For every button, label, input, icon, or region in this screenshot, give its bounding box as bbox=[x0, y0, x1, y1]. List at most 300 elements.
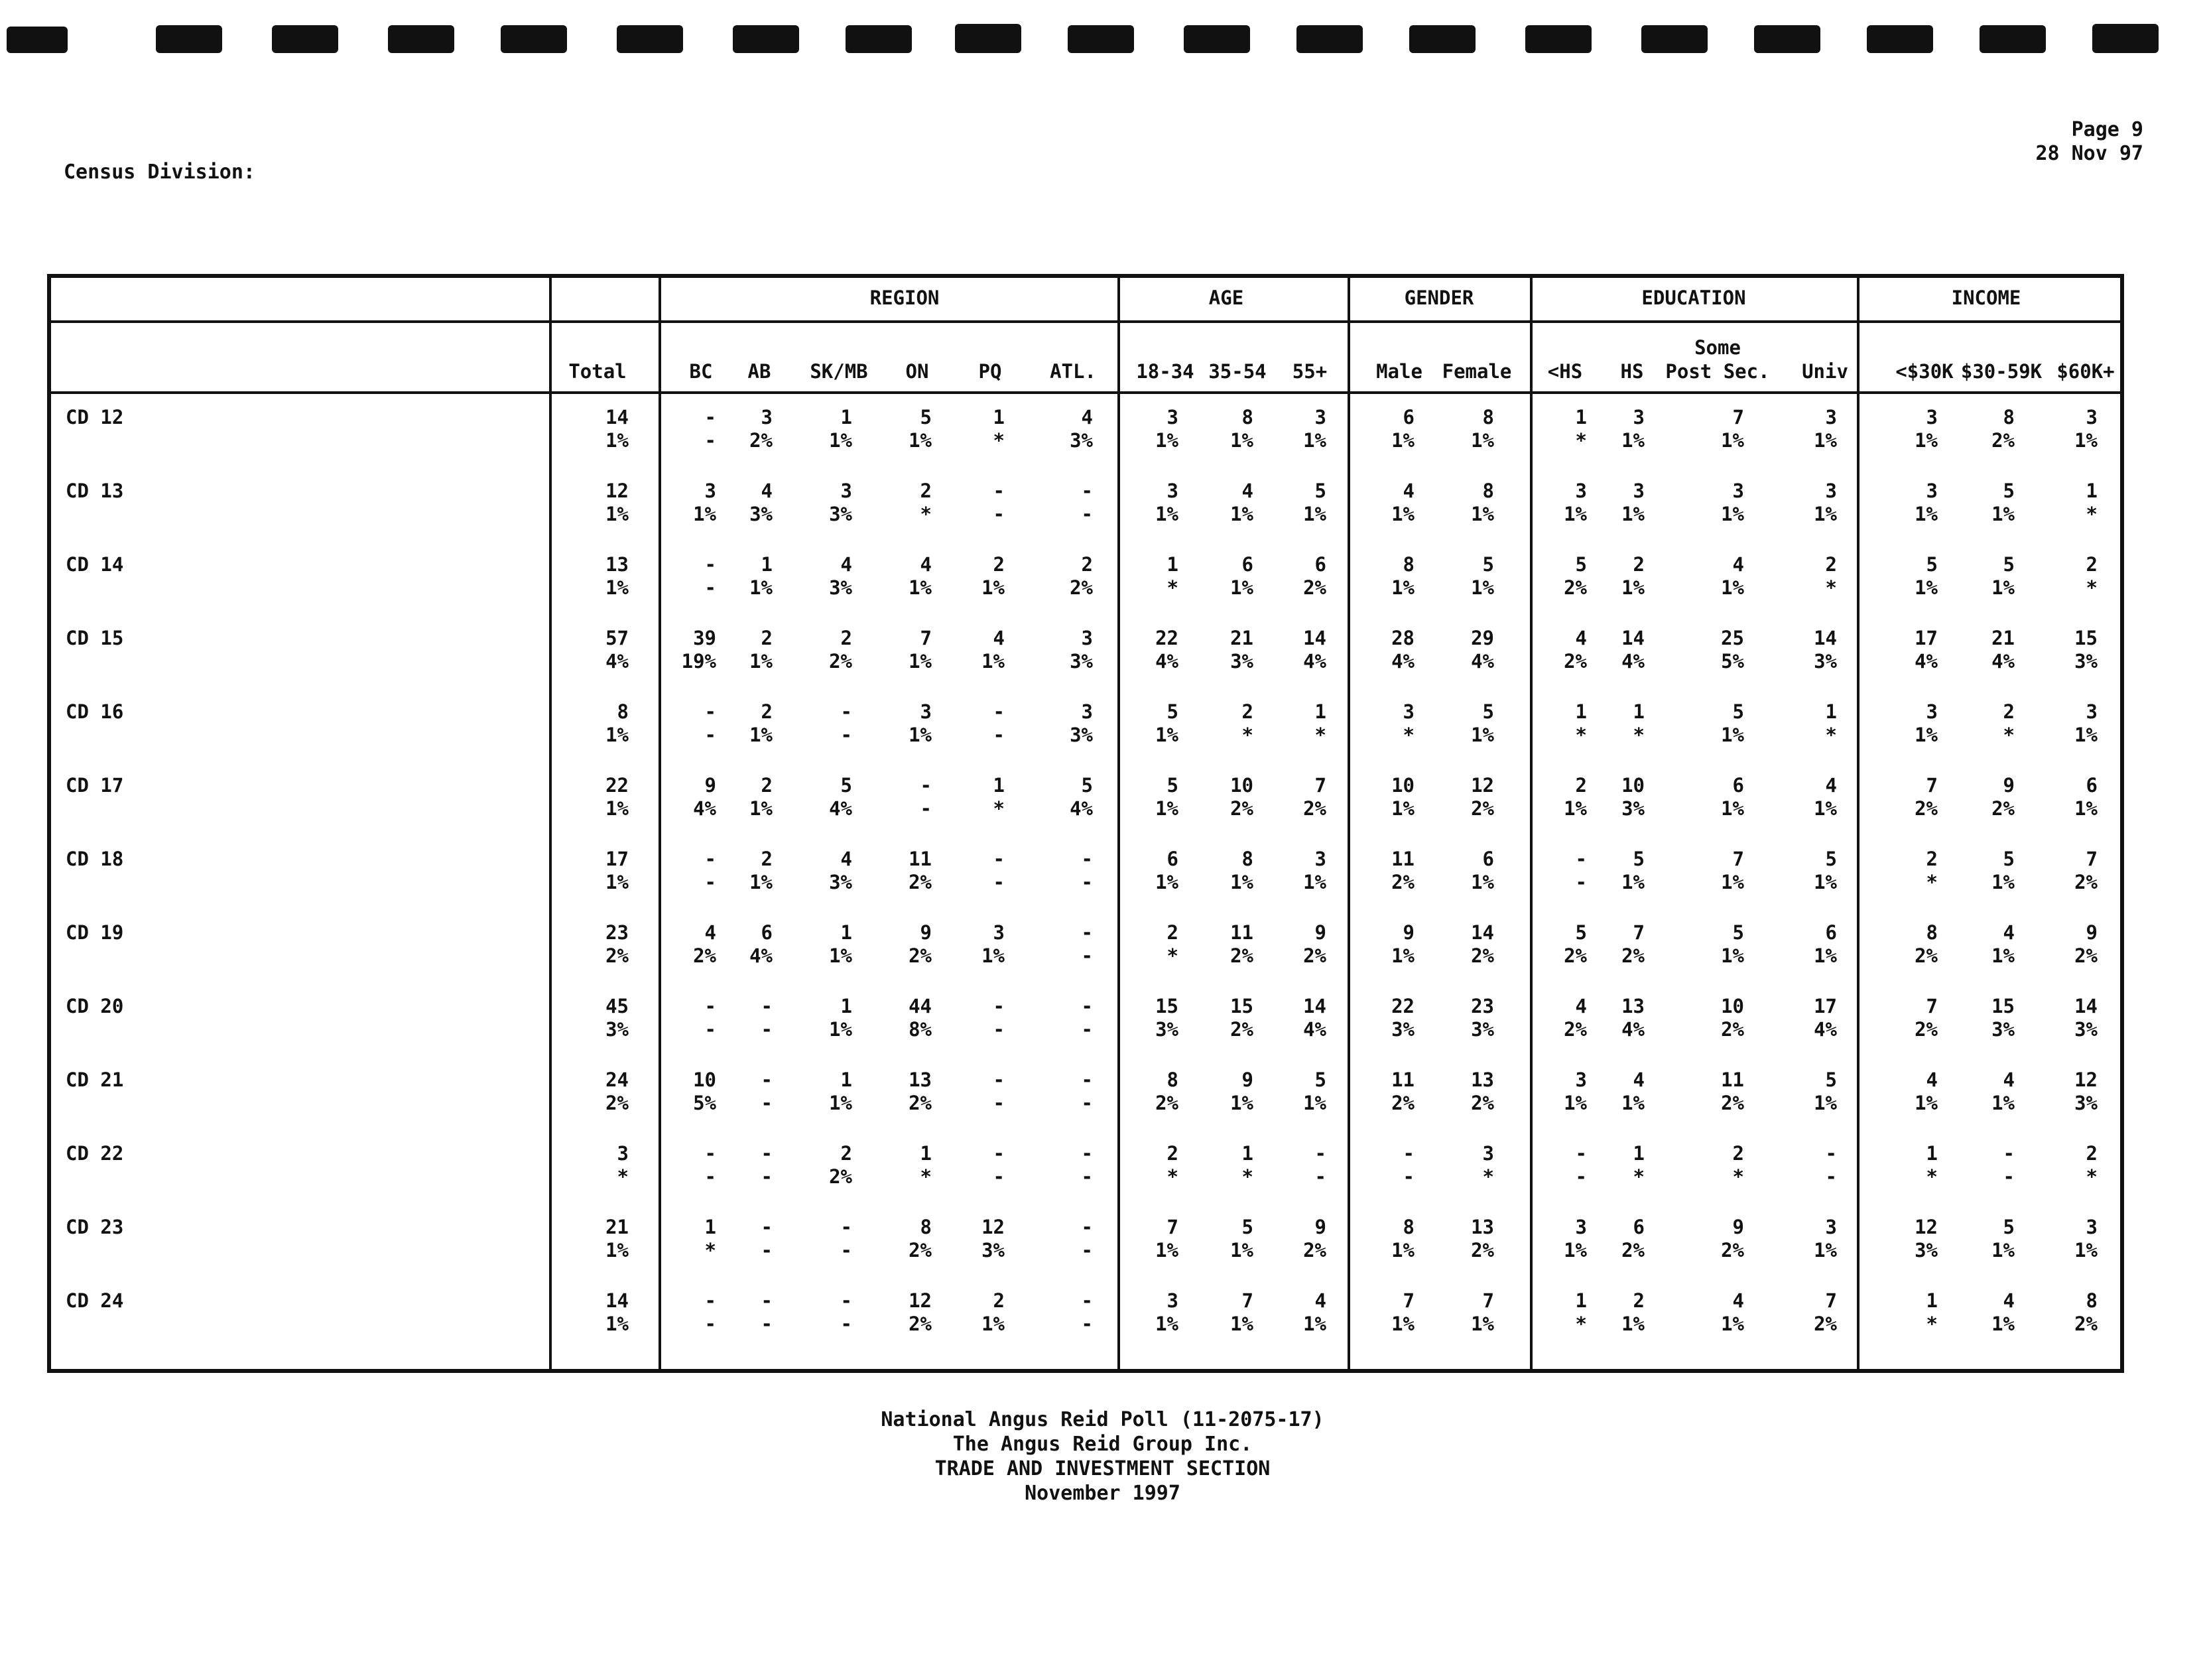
cell-percent: 2% bbox=[1471, 797, 1494, 820]
report-footer bbox=[0, 1407, 2205, 1506]
cell-count: 5 bbox=[1482, 700, 1494, 723]
cell-percent: 3% bbox=[2074, 650, 2098, 673]
cell-count: 7 bbox=[1926, 774, 1938, 797]
cell-count: 6 bbox=[1241, 553, 1253, 576]
cell-count: - bbox=[761, 1142, 773, 1165]
cell-count: 3 bbox=[1825, 1216, 1837, 1238]
cell-count: 1 bbox=[1825, 700, 1837, 723]
cell-count: 8 bbox=[617, 700, 629, 723]
cell-percent: 1% bbox=[1303, 1092, 1326, 1114]
cell-percent: 1% bbox=[1621, 576, 1645, 599]
header-bottom-rule bbox=[47, 391, 2124, 394]
cell-count: 14 bbox=[605, 406, 629, 428]
cell-percent: 2% bbox=[1991, 797, 2015, 820]
cell-percent: 4% bbox=[1303, 650, 1326, 673]
cell-percent: 3% bbox=[1991, 1018, 2015, 1041]
cell-percent: 2% bbox=[909, 1092, 932, 1114]
cell-percent: - bbox=[920, 797, 932, 820]
cell-count: 14 bbox=[605, 1289, 629, 1312]
cell-count: 8 bbox=[1403, 1216, 1415, 1238]
row-label: CD 20 bbox=[66, 995, 124, 1017]
cell-percent: 3% bbox=[1070, 724, 1093, 746]
cell-percent: - bbox=[993, 503, 1005, 525]
cell-count: 15 bbox=[1155, 995, 1178, 1017]
cell-count: 2 bbox=[2086, 553, 2098, 576]
row-label: CD 19 bbox=[66, 921, 124, 944]
cell-percent: 1% bbox=[1155, 871, 1178, 893]
cell-count: - bbox=[840, 700, 852, 723]
cell-percent: - bbox=[704, 871, 716, 893]
cell-count: 3 bbox=[1081, 700, 1093, 723]
cell-percent: 3% bbox=[1155, 1018, 1178, 1041]
cell-percent: 1% bbox=[1564, 1239, 1587, 1261]
cell-percent: 1% bbox=[749, 724, 773, 746]
cell-count: 6 bbox=[1166, 848, 1178, 870]
cell-percent: 1% bbox=[1814, 429, 1837, 452]
cell-count: 4 bbox=[1633, 1068, 1645, 1091]
cell-percent: * bbox=[1241, 724, 1253, 746]
cell-percent: 2% bbox=[1991, 429, 2015, 452]
cell-percent: 4% bbox=[1991, 650, 2015, 673]
tractor-feed-perforation-strip bbox=[0, 0, 2205, 73]
cell-percent: * bbox=[1166, 576, 1178, 599]
cell-percent: 1% bbox=[1564, 1092, 1587, 1114]
cell-count: 3 bbox=[2086, 1216, 2098, 1238]
cell-count: 2 bbox=[1166, 921, 1178, 944]
cell-percent: 1% bbox=[981, 1313, 1005, 1335]
cell-count: 2 bbox=[761, 627, 773, 649]
cell-count: 3 bbox=[1081, 627, 1093, 649]
cell-percent: 1% bbox=[829, 1092, 852, 1114]
cell-percent: 8% bbox=[909, 1018, 932, 1041]
cell-count: 14 bbox=[1471, 921, 1494, 944]
cell-percent: 1% bbox=[1991, 1313, 2015, 1335]
cell-count: 3 bbox=[920, 700, 932, 723]
cell-count: 9 bbox=[2086, 921, 2098, 944]
cell-percent: 1% bbox=[1303, 429, 1326, 452]
cell-percent: 4% bbox=[1070, 797, 1093, 820]
footer-poll-name: National Angus Reid Poll (11-2075-17) bbox=[881, 1408, 1324, 1431]
cell-count: 3 bbox=[1403, 700, 1415, 723]
cell-count: 4 bbox=[1241, 480, 1253, 502]
cell-count: 8 bbox=[2003, 406, 2015, 428]
cell-count: 1 bbox=[993, 406, 1005, 428]
cell-count: 5 bbox=[1241, 1216, 1253, 1238]
cell-percent: 1% bbox=[605, 429, 629, 452]
cell-count: 3 bbox=[1732, 480, 1744, 502]
cell-percent: 4% bbox=[1471, 650, 1494, 673]
cell-percent: 1% bbox=[829, 1018, 852, 1041]
cell-count: - bbox=[1081, 921, 1093, 944]
cell-count: 2 bbox=[2086, 1142, 2098, 1165]
cell-percent: 1% bbox=[1391, 944, 1415, 967]
cell-percent: 1% bbox=[605, 724, 629, 746]
cell-percent: * bbox=[2086, 503, 2098, 525]
column-header-some: Some bbox=[1694, 336, 1741, 359]
cell-percent: - bbox=[704, 1018, 716, 1041]
cell-percent: 1% bbox=[1621, 1313, 1645, 1335]
cell-percent: 2% bbox=[1303, 1239, 1326, 1261]
cell-count: 3 bbox=[2086, 406, 2098, 428]
cell-percent: * bbox=[1403, 724, 1415, 746]
footer-date: November 1997 bbox=[1025, 1482, 1180, 1505]
cell-percent: 2% bbox=[1915, 944, 1938, 967]
cell-count: 1 bbox=[1314, 700, 1326, 723]
cell-count: 5 bbox=[1732, 921, 1744, 944]
cell-count: 8 bbox=[2086, 1289, 2098, 1312]
cell-percent: 1% bbox=[1155, 797, 1178, 820]
cell-count: 11 bbox=[1391, 848, 1415, 870]
cell-percent: - bbox=[1081, 1018, 1093, 1041]
cell-percent: 3% bbox=[829, 576, 852, 599]
cell-count: 5 bbox=[1633, 848, 1645, 870]
cell-percent: 3% bbox=[1915, 1239, 1938, 1261]
cell-count: 3 bbox=[1314, 406, 1326, 428]
cell-count: 1 bbox=[1575, 1289, 1587, 1312]
cell-count: 3 bbox=[840, 480, 852, 502]
cell-percent: 2% bbox=[749, 429, 773, 452]
cell-percent: 1% bbox=[605, 576, 629, 599]
cell-count: - bbox=[704, 406, 716, 428]
cell-percent: 1% bbox=[1991, 944, 2015, 967]
cell-percent: 5% bbox=[693, 1092, 716, 1114]
cell-count: 7 bbox=[1732, 848, 1744, 870]
cell-percent: 1% bbox=[605, 1239, 629, 1261]
cell-count: 2 bbox=[1166, 1142, 1178, 1165]
cell-percent: - bbox=[1081, 1313, 1093, 1335]
cell-percent: - bbox=[993, 871, 1005, 893]
cell-count: 13 bbox=[1471, 1068, 1494, 1091]
cell-percent: 1% bbox=[1303, 503, 1326, 525]
cell-count: 3 bbox=[1633, 406, 1645, 428]
cell-percent: - bbox=[1314, 1165, 1326, 1188]
column-header-female: Female bbox=[1442, 360, 1512, 383]
cell-count: - bbox=[993, 848, 1005, 870]
column-header-18-34: 18-34 bbox=[1136, 360, 1194, 383]
cell-percent: 19% bbox=[681, 650, 716, 673]
column-header--hs: <HS bbox=[1547, 360, 1583, 383]
cell-percent: * bbox=[1166, 1165, 1178, 1188]
cell-count: 14 bbox=[2074, 995, 2098, 1017]
cell-percent: 1% bbox=[1230, 1313, 1253, 1335]
cell-percent: 2% bbox=[1471, 1239, 1494, 1261]
column-header-atl-: ATL. bbox=[1050, 360, 1096, 383]
cell-count: - bbox=[1575, 848, 1587, 870]
cell-percent: 1% bbox=[1471, 503, 1494, 525]
cell-percent: 3% bbox=[829, 871, 852, 893]
cell-count: 2 bbox=[1081, 553, 1093, 576]
cell-percent: - bbox=[840, 1239, 852, 1261]
cell-count: 15 bbox=[1991, 995, 2015, 1017]
cell-percent: 3% bbox=[749, 503, 773, 525]
cell-count: 45 bbox=[605, 995, 629, 1017]
cell-percent: * bbox=[1825, 576, 1837, 599]
cell-percent: 1% bbox=[1814, 871, 1837, 893]
cell-percent: 1% bbox=[829, 429, 852, 452]
cell-count: - bbox=[704, 700, 716, 723]
cell-count: 12 bbox=[981, 1216, 1005, 1238]
cell-percent: 4% bbox=[1814, 1018, 1837, 1041]
cell-count: 1 bbox=[1926, 1142, 1938, 1165]
cell-count: 2 bbox=[1825, 553, 1837, 576]
cell-percent: 1% bbox=[749, 650, 773, 673]
cell-count: 5 bbox=[1575, 921, 1587, 944]
cell-count: 2 bbox=[761, 700, 773, 723]
cell-percent: 1% bbox=[1391, 576, 1415, 599]
cell-count: 13 bbox=[909, 1068, 932, 1091]
cell-count: - bbox=[1314, 1142, 1326, 1165]
cell-percent: 1% bbox=[1564, 797, 1587, 820]
cell-count: 3 bbox=[993, 921, 1005, 944]
cell-count: 5 bbox=[1314, 1068, 1326, 1091]
cell-percent: 3% bbox=[1814, 650, 1837, 673]
row-label: CD 16 bbox=[66, 700, 124, 723]
cell-count: - bbox=[704, 848, 716, 870]
cell-count: 1 bbox=[1633, 700, 1645, 723]
cell-count: 13 bbox=[1621, 995, 1645, 1017]
cell-count: - bbox=[1081, 1068, 1093, 1091]
cell-count: 23 bbox=[1471, 995, 1494, 1017]
cell-count: 5 bbox=[2003, 848, 2015, 870]
cell-count: 5 bbox=[1575, 553, 1587, 576]
cell-count: 12 bbox=[1471, 774, 1494, 797]
cell-percent: 1% bbox=[1391, 503, 1415, 525]
cell-percent: * bbox=[1241, 1165, 1253, 1188]
cell-percent: * bbox=[993, 429, 1005, 452]
cell-percent: 1% bbox=[605, 503, 629, 525]
cell-count: 3 bbox=[1633, 480, 1645, 502]
cell-percent: 1% bbox=[1471, 576, 1494, 599]
cell-percent: - bbox=[704, 429, 716, 452]
cell-count: 8 bbox=[1926, 921, 1938, 944]
cell-percent: 1% bbox=[1991, 1239, 2015, 1261]
cell-percent: - bbox=[993, 1018, 1005, 1041]
column-header-total: Total bbox=[568, 360, 627, 383]
cell-count: 7 bbox=[1825, 1289, 1837, 1312]
cell-percent: 4% bbox=[1391, 650, 1415, 673]
cell-count: 2 bbox=[1926, 848, 1938, 870]
cell-percent: * bbox=[920, 503, 932, 525]
cell-count: 1 bbox=[1633, 1142, 1645, 1165]
cell-count: 3 bbox=[1166, 480, 1178, 502]
cell-percent: 2% bbox=[1621, 944, 1645, 967]
cell-count: 11 bbox=[909, 848, 932, 870]
cell-count: 5 bbox=[1732, 700, 1744, 723]
cell-percent: - bbox=[993, 1165, 1005, 1188]
cell-percent: 3% bbox=[2074, 1018, 2098, 1041]
row-label: CD 14 bbox=[66, 553, 124, 576]
cell-count: 12 bbox=[909, 1289, 932, 1312]
cell-count: 14 bbox=[1621, 627, 1645, 649]
cell-percent: 1% bbox=[2074, 1239, 2098, 1261]
group-header-education: EDUCATION bbox=[1641, 287, 1746, 309]
row-label: CD 24 bbox=[66, 1289, 124, 1312]
cell-percent: 1% bbox=[1721, 503, 1744, 525]
column-header-ab: AB bbox=[747, 360, 771, 383]
cell-count: 2 bbox=[993, 1289, 1005, 1312]
column-header-post-sec-: Post Sec. bbox=[1665, 360, 1770, 383]
cell-count: 9 bbox=[920, 921, 932, 944]
cell-percent: 1% bbox=[981, 576, 1005, 599]
cell-percent: 1% bbox=[1721, 797, 1744, 820]
group-header-gender: GENDER bbox=[1404, 287, 1474, 309]
cell-percent: 2% bbox=[1230, 944, 1253, 967]
cell-percent: 1% bbox=[2074, 429, 2098, 452]
cell-percent: 1% bbox=[1621, 503, 1645, 525]
cell-percent: 2% bbox=[1564, 650, 1587, 673]
cell-count: 8 bbox=[1482, 480, 1494, 502]
cell-count: 4 bbox=[1081, 406, 1093, 428]
column-header-55-: 55+ bbox=[1292, 360, 1328, 383]
cell-percent: 2% bbox=[909, 1313, 932, 1335]
cell-percent: 3% bbox=[1471, 1018, 1494, 1041]
header-group-rule bbox=[659, 320, 1857, 323]
cell-percent: * bbox=[1575, 724, 1587, 746]
cell-count: 6 bbox=[1482, 848, 1494, 870]
cell-percent: 1% bbox=[1915, 429, 1938, 452]
cell-count: - bbox=[840, 1289, 852, 1312]
cell-percent: - bbox=[761, 1165, 773, 1188]
cell-percent: 1% bbox=[1621, 429, 1645, 452]
cell-percent: 1% bbox=[605, 871, 629, 893]
cell-percent: - bbox=[840, 724, 852, 746]
cell-percent: 1% bbox=[1230, 429, 1253, 452]
cell-percent: 1% bbox=[1721, 1313, 1744, 1335]
cell-percent: 2% bbox=[909, 871, 932, 893]
cell-count: 4 bbox=[2003, 921, 2015, 944]
cell-percent: 2% bbox=[1621, 1239, 1645, 1261]
cell-count: 1 bbox=[2086, 480, 2098, 502]
cell-count: 4 bbox=[1403, 480, 1415, 502]
cell-percent: 2% bbox=[1814, 1313, 1837, 1335]
cell-percent: 1% bbox=[749, 797, 773, 820]
cell-count: 4 bbox=[761, 480, 773, 502]
row-label: CD 18 bbox=[66, 848, 124, 870]
cell-percent: 1% bbox=[909, 650, 932, 673]
cell-percent: 1% bbox=[1915, 724, 1938, 746]
cell-count: - bbox=[840, 1216, 852, 1238]
cell-percent: * bbox=[1482, 1165, 1494, 1188]
cell-count: 4 bbox=[1314, 1289, 1326, 1312]
row-label: CD 15 bbox=[66, 627, 124, 649]
cell-count: 4 bbox=[1732, 553, 1744, 576]
group-header-income: INCOME bbox=[1951, 287, 2021, 309]
cell-count: 12 bbox=[605, 480, 629, 502]
cell-percent: 2% bbox=[2074, 1313, 2098, 1335]
cell-count: 21 bbox=[1991, 627, 2015, 649]
cell-percent: 1% bbox=[1621, 871, 1645, 893]
cell-percent: - bbox=[704, 1313, 716, 1335]
cell-count: 1 bbox=[993, 774, 1005, 797]
cell-percent: * bbox=[920, 1165, 932, 1188]
cell-count: 8 bbox=[1403, 553, 1415, 576]
cell-count: 8 bbox=[1241, 848, 1253, 870]
divider-total-region bbox=[659, 274, 661, 1373]
header-group-rule-income bbox=[1857, 320, 2124, 323]
cell-percent: * bbox=[2003, 724, 2015, 746]
cell-percent: 1% bbox=[1915, 576, 1938, 599]
cell-count: 2 bbox=[1633, 1289, 1645, 1312]
cell-count: 12 bbox=[1915, 1216, 1938, 1238]
cell-count: 7 bbox=[1732, 406, 1744, 428]
cell-percent: * bbox=[1926, 1165, 1938, 1188]
cell-count: 28 bbox=[1391, 627, 1415, 649]
cell-count: 5 bbox=[2003, 553, 2015, 576]
cell-count: - bbox=[704, 1142, 716, 1165]
cell-count: 4 bbox=[1926, 1068, 1938, 1091]
column-header-35-54: 35-54 bbox=[1208, 360, 1267, 383]
cell-count: 22 bbox=[1155, 627, 1178, 649]
cell-percent: 1% bbox=[909, 724, 932, 746]
cell-percent: - bbox=[1081, 1239, 1093, 1261]
cell-count: 57 bbox=[605, 627, 629, 649]
cell-count: - bbox=[1081, 1142, 1093, 1165]
cell-count: 14 bbox=[1303, 627, 1326, 649]
cell-count: 1 bbox=[840, 921, 852, 944]
cell-percent: 1% bbox=[1471, 1313, 1494, 1335]
cell-percent: - bbox=[1403, 1165, 1415, 1188]
cell-count: 9 bbox=[1241, 1068, 1253, 1091]
cell-count: 6 bbox=[761, 921, 773, 944]
cell-percent: - bbox=[1575, 871, 1587, 893]
cell-count: 3 bbox=[2086, 700, 2098, 723]
cell-count: 3 bbox=[1575, 1216, 1587, 1238]
cell-count: 1 bbox=[1241, 1142, 1253, 1165]
cell-count: 7 bbox=[1403, 1289, 1415, 1312]
cell-percent: 1% bbox=[1915, 1092, 1938, 1114]
cell-percent: - bbox=[2003, 1165, 2015, 1188]
cell-count: 13 bbox=[605, 553, 629, 576]
cell-percent: - bbox=[761, 1018, 773, 1041]
cell-count: 23 bbox=[605, 921, 629, 944]
cell-count: 14 bbox=[1814, 627, 1837, 649]
cell-percent: 2% bbox=[1471, 944, 1494, 967]
cell-count: 24 bbox=[605, 1068, 629, 1091]
cell-percent: * bbox=[1166, 944, 1178, 967]
cell-percent: 4% bbox=[1621, 1018, 1645, 1041]
cell-count: 10 bbox=[1230, 774, 1253, 797]
cell-percent: 3% bbox=[1070, 650, 1093, 673]
cell-count: 22 bbox=[605, 774, 629, 797]
cell-count: 6 bbox=[2086, 774, 2098, 797]
divider-stub-total bbox=[549, 274, 552, 1373]
page-date: 28 Nov 97 bbox=[2035, 142, 2143, 165]
cell-percent: 1% bbox=[1230, 1239, 1253, 1261]
cell-percent: 3% bbox=[2074, 1092, 2098, 1114]
cell-count: 1 bbox=[704, 1216, 716, 1238]
column-header-pq: PQ bbox=[978, 360, 1002, 383]
cell-percent: - bbox=[1825, 1165, 1837, 1188]
cell-percent: - bbox=[1081, 871, 1093, 893]
cell-count: - bbox=[761, 995, 773, 1017]
cell-percent: 2% bbox=[1721, 1018, 1744, 1041]
cell-percent: 1% bbox=[1814, 797, 1837, 820]
column-header--60k-: $60K+ bbox=[2056, 360, 2115, 383]
cell-percent: 1% bbox=[1303, 871, 1326, 893]
cell-count: 7 bbox=[1926, 995, 1938, 1017]
cell-percent: 3% bbox=[1391, 1018, 1415, 1041]
column-header--30k: <$30K bbox=[1895, 360, 1954, 383]
cell-percent: 1% bbox=[1391, 797, 1415, 820]
cell-count: 1 bbox=[1575, 406, 1587, 428]
row-label: CD 13 bbox=[66, 480, 124, 502]
cell-count: - bbox=[993, 480, 1005, 502]
cell-count: 11 bbox=[1230, 921, 1253, 944]
cell-percent: * bbox=[1633, 1165, 1645, 1188]
cell-count: 5 bbox=[1825, 848, 1837, 870]
header-top-rule-left bbox=[47, 320, 659, 323]
cell-count: 8 bbox=[1166, 1068, 1178, 1091]
